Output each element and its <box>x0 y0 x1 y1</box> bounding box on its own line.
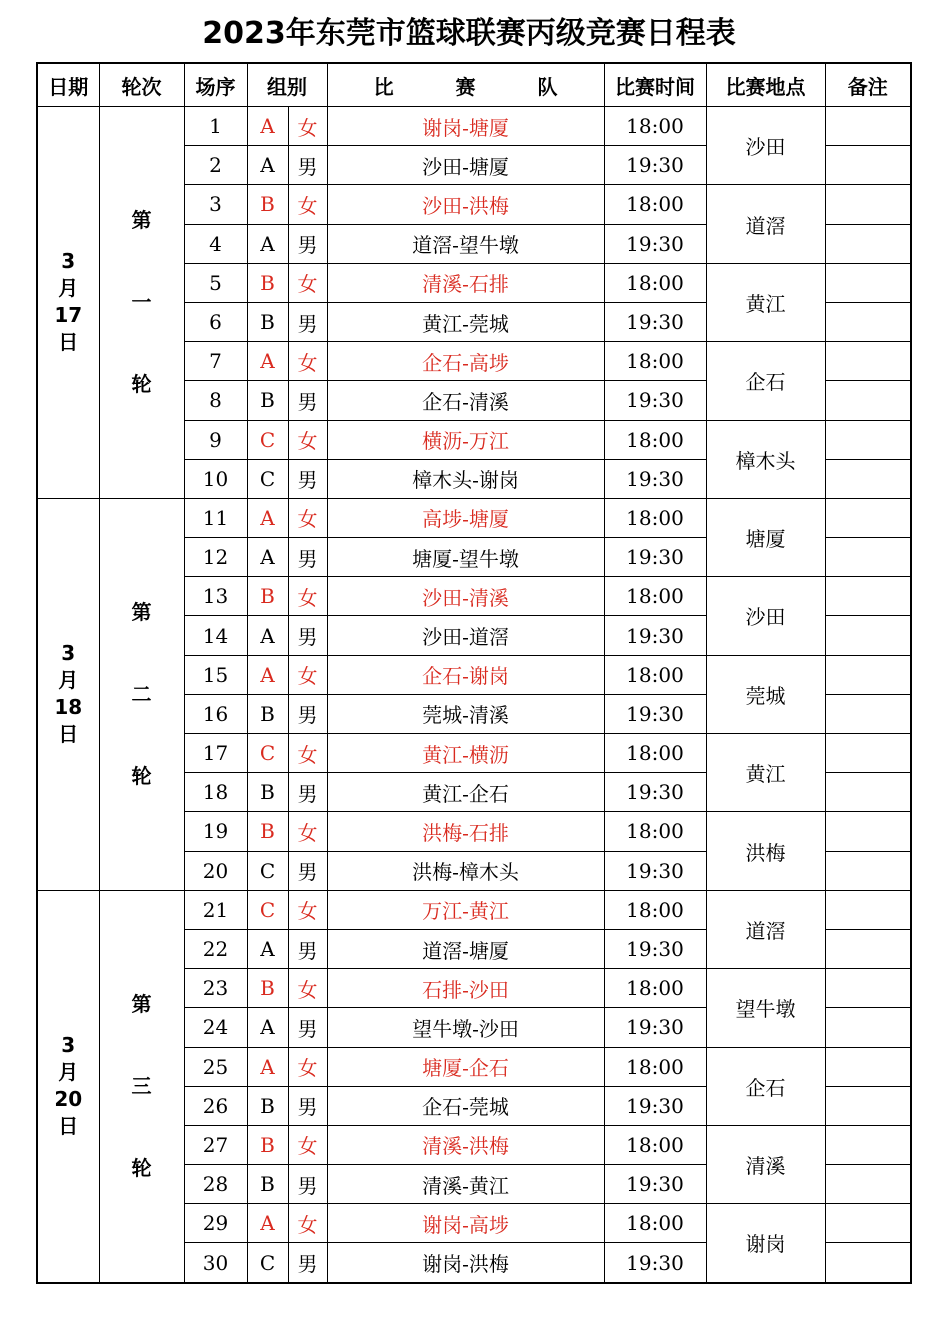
matchup-cell: 清溪-石排 <box>327 263 604 302</box>
group-letter: A <box>247 929 288 968</box>
date-char: 月 <box>58 668 79 693</box>
time-cell: 19:30 <box>604 224 706 263</box>
round-char: 轮 <box>131 764 152 789</box>
venue-cell: 黄江 <box>706 263 825 341</box>
game-number: 4 <box>184 224 247 263</box>
date-char: 月 <box>58 276 79 301</box>
time-cell: 19:30 <box>604 538 706 577</box>
date-cell <box>37 107 99 499</box>
gender-cell: 女 <box>288 655 327 694</box>
venue-cell: 塘厦 <box>706 498 825 576</box>
table-row <box>37 107 911 146</box>
time-cell: 19:30 <box>604 381 706 420</box>
notes-cell <box>825 459 911 498</box>
notes-cell <box>825 1008 911 1047</box>
group-letter: B <box>247 694 288 733</box>
header-teams-char-2: 赛 <box>455 74 476 99</box>
matchup-cell: 高埗-塘厦 <box>327 498 604 537</box>
round-char: 第 <box>131 208 152 233</box>
date-char: 3 <box>61 641 76 666</box>
time-cell: 19:30 <box>604 302 706 341</box>
gender-cell: 男 <box>288 146 327 185</box>
notes-cell <box>825 1243 911 1283</box>
group-letter: A <box>247 1008 288 1047</box>
game-number: 19 <box>184 812 247 851</box>
round-char: 三 <box>131 1074 152 1099</box>
time-cell: 18:00 <box>604 969 706 1008</box>
notes-cell <box>825 146 911 185</box>
notes-cell <box>825 263 911 302</box>
gender-cell: 男 <box>288 1165 327 1204</box>
matchup-cell: 万江-黄江 <box>327 890 604 929</box>
time-cell: 18:00 <box>604 577 706 616</box>
game-number: 16 <box>184 694 247 733</box>
notes-cell <box>825 655 911 694</box>
time-cell: 19:30 <box>604 1086 706 1125</box>
matchup-cell: 企石-高埗 <box>327 342 604 381</box>
gender-cell: 男 <box>288 1086 327 1125</box>
time-cell: 19:30 <box>604 929 706 968</box>
notes-cell <box>825 302 911 341</box>
date-char: 3 <box>61 249 76 274</box>
gender-cell: 男 <box>288 851 327 890</box>
notes-cell <box>825 1125 911 1164</box>
matchup-cell: 黄江-企石 <box>327 773 604 812</box>
notes-cell <box>825 1204 911 1243</box>
group-letter: B <box>247 969 288 1008</box>
game-number: 1 <box>184 107 247 146</box>
matchup-cell: 沙田-道滘 <box>327 616 604 655</box>
game-number: 29 <box>184 1204 247 1243</box>
notes-cell <box>825 420 911 459</box>
group-letter: A <box>247 538 288 577</box>
notes-cell <box>825 969 911 1008</box>
gender-cell: 女 <box>288 969 327 1008</box>
time-cell: 19:30 <box>604 851 706 890</box>
group-letter: B <box>247 263 288 302</box>
matchup-cell: 塘厦-望牛墩 <box>327 538 604 577</box>
matchup-cell: 企石-莞城 <box>327 1086 604 1125</box>
game-number: 30 <box>184 1243 247 1283</box>
page-title: 2023年东莞市篮球联赛丙级竞赛日程表 <box>202 16 736 51</box>
notes-cell <box>825 224 911 263</box>
time-cell: 18:00 <box>604 107 706 146</box>
header-teams-char-1: 比 <box>373 74 394 99</box>
round-char: 轮 <box>131 372 152 397</box>
group-letter: A <box>247 107 288 146</box>
game-number: 9 <box>184 420 247 459</box>
time-cell: 19:30 <box>604 459 706 498</box>
gender-cell: 女 <box>288 263 327 302</box>
time-cell: 18:00 <box>604 342 706 381</box>
gender-cell: 男 <box>288 616 327 655</box>
matchup-cell: 企石-谢岗 <box>327 655 604 694</box>
group-letter: A <box>247 498 288 537</box>
venue-cell: 谢岗 <box>706 1204 825 1283</box>
time-cell: 18:00 <box>604 655 706 694</box>
group-letter: B <box>247 773 288 812</box>
group-letter: B <box>247 1165 288 1204</box>
matchup-cell: 樟木头-谢岗 <box>327 459 604 498</box>
group-letter: C <box>247 851 288 890</box>
time-cell: 18:00 <box>604 734 706 773</box>
notes-cell <box>825 929 911 968</box>
gender-cell: 女 <box>288 890 327 929</box>
group-letter: A <box>247 1047 288 1086</box>
time-cell: 18:00 <box>604 1125 706 1164</box>
notes-cell <box>825 1086 911 1125</box>
game-number: 14 <box>184 616 247 655</box>
matchup-cell: 谢岗-洪梅 <box>327 1243 604 1283</box>
group-letter: A <box>247 146 288 185</box>
matchup-cell: 清溪-黄江 <box>327 1165 604 1204</box>
group-letter: A <box>247 616 288 655</box>
time-cell: 19:30 <box>604 773 706 812</box>
venue-cell: 清溪 <box>706 1125 825 1203</box>
time-cell: 19:30 <box>604 1243 706 1283</box>
venue-cell: 望牛墩 <box>706 969 825 1047</box>
date-char: 月 <box>58 1060 79 1085</box>
gender-cell: 女 <box>288 107 327 146</box>
game-number: 13 <box>184 577 247 616</box>
notes-cell <box>825 616 911 655</box>
table-row <box>37 890 911 929</box>
venue-cell: 沙田 <box>706 577 825 655</box>
group-letter: B <box>247 185 288 224</box>
notes-cell <box>825 381 911 420</box>
gender-cell: 女 <box>288 420 327 459</box>
notes-cell <box>825 694 911 733</box>
gender-cell: 男 <box>288 224 327 263</box>
matchup-cell: 谢岗-塘厦 <box>327 107 604 146</box>
notes-cell <box>825 851 911 890</box>
game-number: 2 <box>184 146 247 185</box>
schedule-body <box>37 107 911 1283</box>
group-letter: A <box>247 1204 288 1243</box>
time-cell: 19:30 <box>604 1165 706 1204</box>
gender-cell: 女 <box>288 1125 327 1164</box>
time-cell: 18:00 <box>604 812 706 851</box>
round-char: 第 <box>131 992 152 1017</box>
notes-cell <box>825 342 911 381</box>
game-number: 28 <box>184 1165 247 1204</box>
venue-cell: 企石 <box>706 342 825 420</box>
game-number: 18 <box>184 773 247 812</box>
venue-cell: 沙田 <box>706 107 825 185</box>
game-number: 6 <box>184 302 247 341</box>
gender-cell: 女 <box>288 342 327 381</box>
group-letter: C <box>247 420 288 459</box>
notes-cell <box>825 577 911 616</box>
date-cell <box>37 890 99 1282</box>
header-row <box>37 63 911 107</box>
gender-cell: 男 <box>288 694 327 733</box>
notes-cell <box>825 107 911 146</box>
header-teams-char-3: 队 <box>537 74 558 99</box>
date-char: 18 <box>54 695 83 720</box>
time-cell: 18:00 <box>604 1204 706 1243</box>
game-number: 7 <box>184 342 247 381</box>
game-number: 27 <box>184 1125 247 1164</box>
matchup-cell: 黄江-莞城 <box>327 302 604 341</box>
matchup-cell: 黄江-横沥 <box>327 734 604 773</box>
round-cell <box>99 890 184 1282</box>
gender-cell: 男 <box>288 302 327 341</box>
notes-cell <box>825 1165 911 1204</box>
table-row <box>37 498 911 537</box>
notes-cell <box>825 538 911 577</box>
game-number: 12 <box>184 538 247 577</box>
header-time: 比赛时间 <box>604 63 706 107</box>
venue-cell: 樟木头 <box>706 420 825 498</box>
schedule-table <box>36 62 912 1284</box>
game-number: 22 <box>184 929 247 968</box>
gender-cell: 男 <box>288 1008 327 1047</box>
round-char: 二 <box>131 682 152 707</box>
group-letter: B <box>247 812 288 851</box>
matchup-cell: 望牛墩-沙田 <box>327 1008 604 1047</box>
time-cell: 19:30 <box>604 1008 706 1047</box>
game-number: 8 <box>184 381 247 420</box>
gender-cell: 男 <box>288 1243 327 1283</box>
game-number: 20 <box>184 851 247 890</box>
matchup-cell: 沙田-清溪 <box>327 577 604 616</box>
game-number: 11 <box>184 498 247 537</box>
game-number: 24 <box>184 1008 247 1047</box>
matchup-cell: 莞城-清溪 <box>327 694 604 733</box>
matchup-cell: 谢岗-高埗 <box>327 1204 604 1243</box>
gender-cell: 女 <box>288 734 327 773</box>
venue-cell: 道滘 <box>706 890 825 968</box>
game-number: 26 <box>184 1086 247 1125</box>
gender-cell: 女 <box>288 577 327 616</box>
group-letter: B <box>247 381 288 420</box>
round-char: 一 <box>131 290 152 315</box>
venue-cell: 道滘 <box>706 185 825 263</box>
matchup-cell: 洪梅-石排 <box>327 812 604 851</box>
date-char: 20 <box>54 1087 83 1112</box>
time-cell: 19:30 <box>604 694 706 733</box>
date-char: 日 <box>58 1114 79 1139</box>
notes-cell <box>825 1047 911 1086</box>
header-group: 组别 <box>247 63 327 107</box>
header-game-no: 场序 <box>184 63 247 107</box>
game-number: 10 <box>184 459 247 498</box>
time-cell: 19:30 <box>604 616 706 655</box>
venue-cell: 莞城 <box>706 655 825 733</box>
game-number: 3 <box>184 185 247 224</box>
date-cell <box>37 498 99 890</box>
game-number: 17 <box>184 734 247 773</box>
time-cell: 19:30 <box>604 146 706 185</box>
time-cell: 18:00 <box>604 890 706 929</box>
group-letter: C <box>247 890 288 929</box>
game-number: 15 <box>184 655 247 694</box>
notes-cell <box>825 185 911 224</box>
gender-cell: 女 <box>288 1047 327 1086</box>
matchup-cell: 沙田-洪梅 <box>327 185 604 224</box>
gender-cell: 男 <box>288 381 327 420</box>
date-char: 3 <box>61 1033 76 1058</box>
group-letter: B <box>247 302 288 341</box>
time-cell: 18:00 <box>604 498 706 537</box>
date-char: 日 <box>58 722 79 747</box>
venue-cell: 洪梅 <box>706 812 825 890</box>
header-notes: 备注 <box>825 63 911 107</box>
notes-cell <box>825 498 911 537</box>
gender-cell: 女 <box>288 812 327 851</box>
game-number: 5 <box>184 263 247 302</box>
gender-cell: 女 <box>288 1204 327 1243</box>
matchup-cell: 清溪-洪梅 <box>327 1125 604 1164</box>
header-teams <box>327 63 604 107</box>
game-number: 21 <box>184 890 247 929</box>
matchup-cell: 道滘-望牛墩 <box>327 224 604 263</box>
round-cell <box>99 107 184 499</box>
group-letter: B <box>247 1125 288 1164</box>
matchup-cell: 横沥-万江 <box>327 420 604 459</box>
group-letter: A <box>247 224 288 263</box>
time-cell: 18:00 <box>604 420 706 459</box>
gender-cell: 男 <box>288 773 327 812</box>
round-cell <box>99 498 184 890</box>
game-number: 23 <box>184 969 247 1008</box>
time-cell: 18:00 <box>604 1047 706 1086</box>
group-letter: C <box>247 459 288 498</box>
matchup-cell: 石排-沙田 <box>327 969 604 1008</box>
group-letter: B <box>247 577 288 616</box>
gender-cell: 男 <box>288 929 327 968</box>
time-cell: 18:00 <box>604 185 706 224</box>
gender-cell: 女 <box>288 185 327 224</box>
group-letter: B <box>247 1086 288 1125</box>
round-char: 轮 <box>131 1156 152 1181</box>
matchup-cell: 洪梅-樟木头 <box>327 851 604 890</box>
notes-cell <box>825 734 911 773</box>
notes-cell <box>825 773 911 812</box>
group-letter: A <box>247 655 288 694</box>
matchup-cell: 沙田-塘厦 <box>327 146 604 185</box>
time-cell: 18:00 <box>604 263 706 302</box>
header-date: 日期 <box>37 63 99 107</box>
notes-cell <box>825 812 911 851</box>
gender-cell: 女 <box>288 498 327 537</box>
matchup-cell: 道滘-塘厦 <box>327 929 604 968</box>
header-venue: 比赛地点 <box>706 63 825 107</box>
game-number: 25 <box>184 1047 247 1086</box>
group-letter: A <box>247 342 288 381</box>
group-letter: C <box>247 1243 288 1283</box>
header-round: 轮次 <box>99 63 184 107</box>
date-char: 日 <box>58 330 79 355</box>
venue-cell: 黄江 <box>706 734 825 812</box>
round-char: 第 <box>131 600 152 625</box>
notes-cell <box>825 890 911 929</box>
gender-cell: 男 <box>288 538 327 577</box>
group-letter: C <box>247 734 288 773</box>
gender-cell: 男 <box>288 459 327 498</box>
matchup-cell: 企石-清溪 <box>327 381 604 420</box>
venue-cell: 企石 <box>706 1047 825 1125</box>
date-char: 17 <box>54 303 83 328</box>
matchup-cell: 塘厦-企石 <box>327 1047 604 1086</box>
